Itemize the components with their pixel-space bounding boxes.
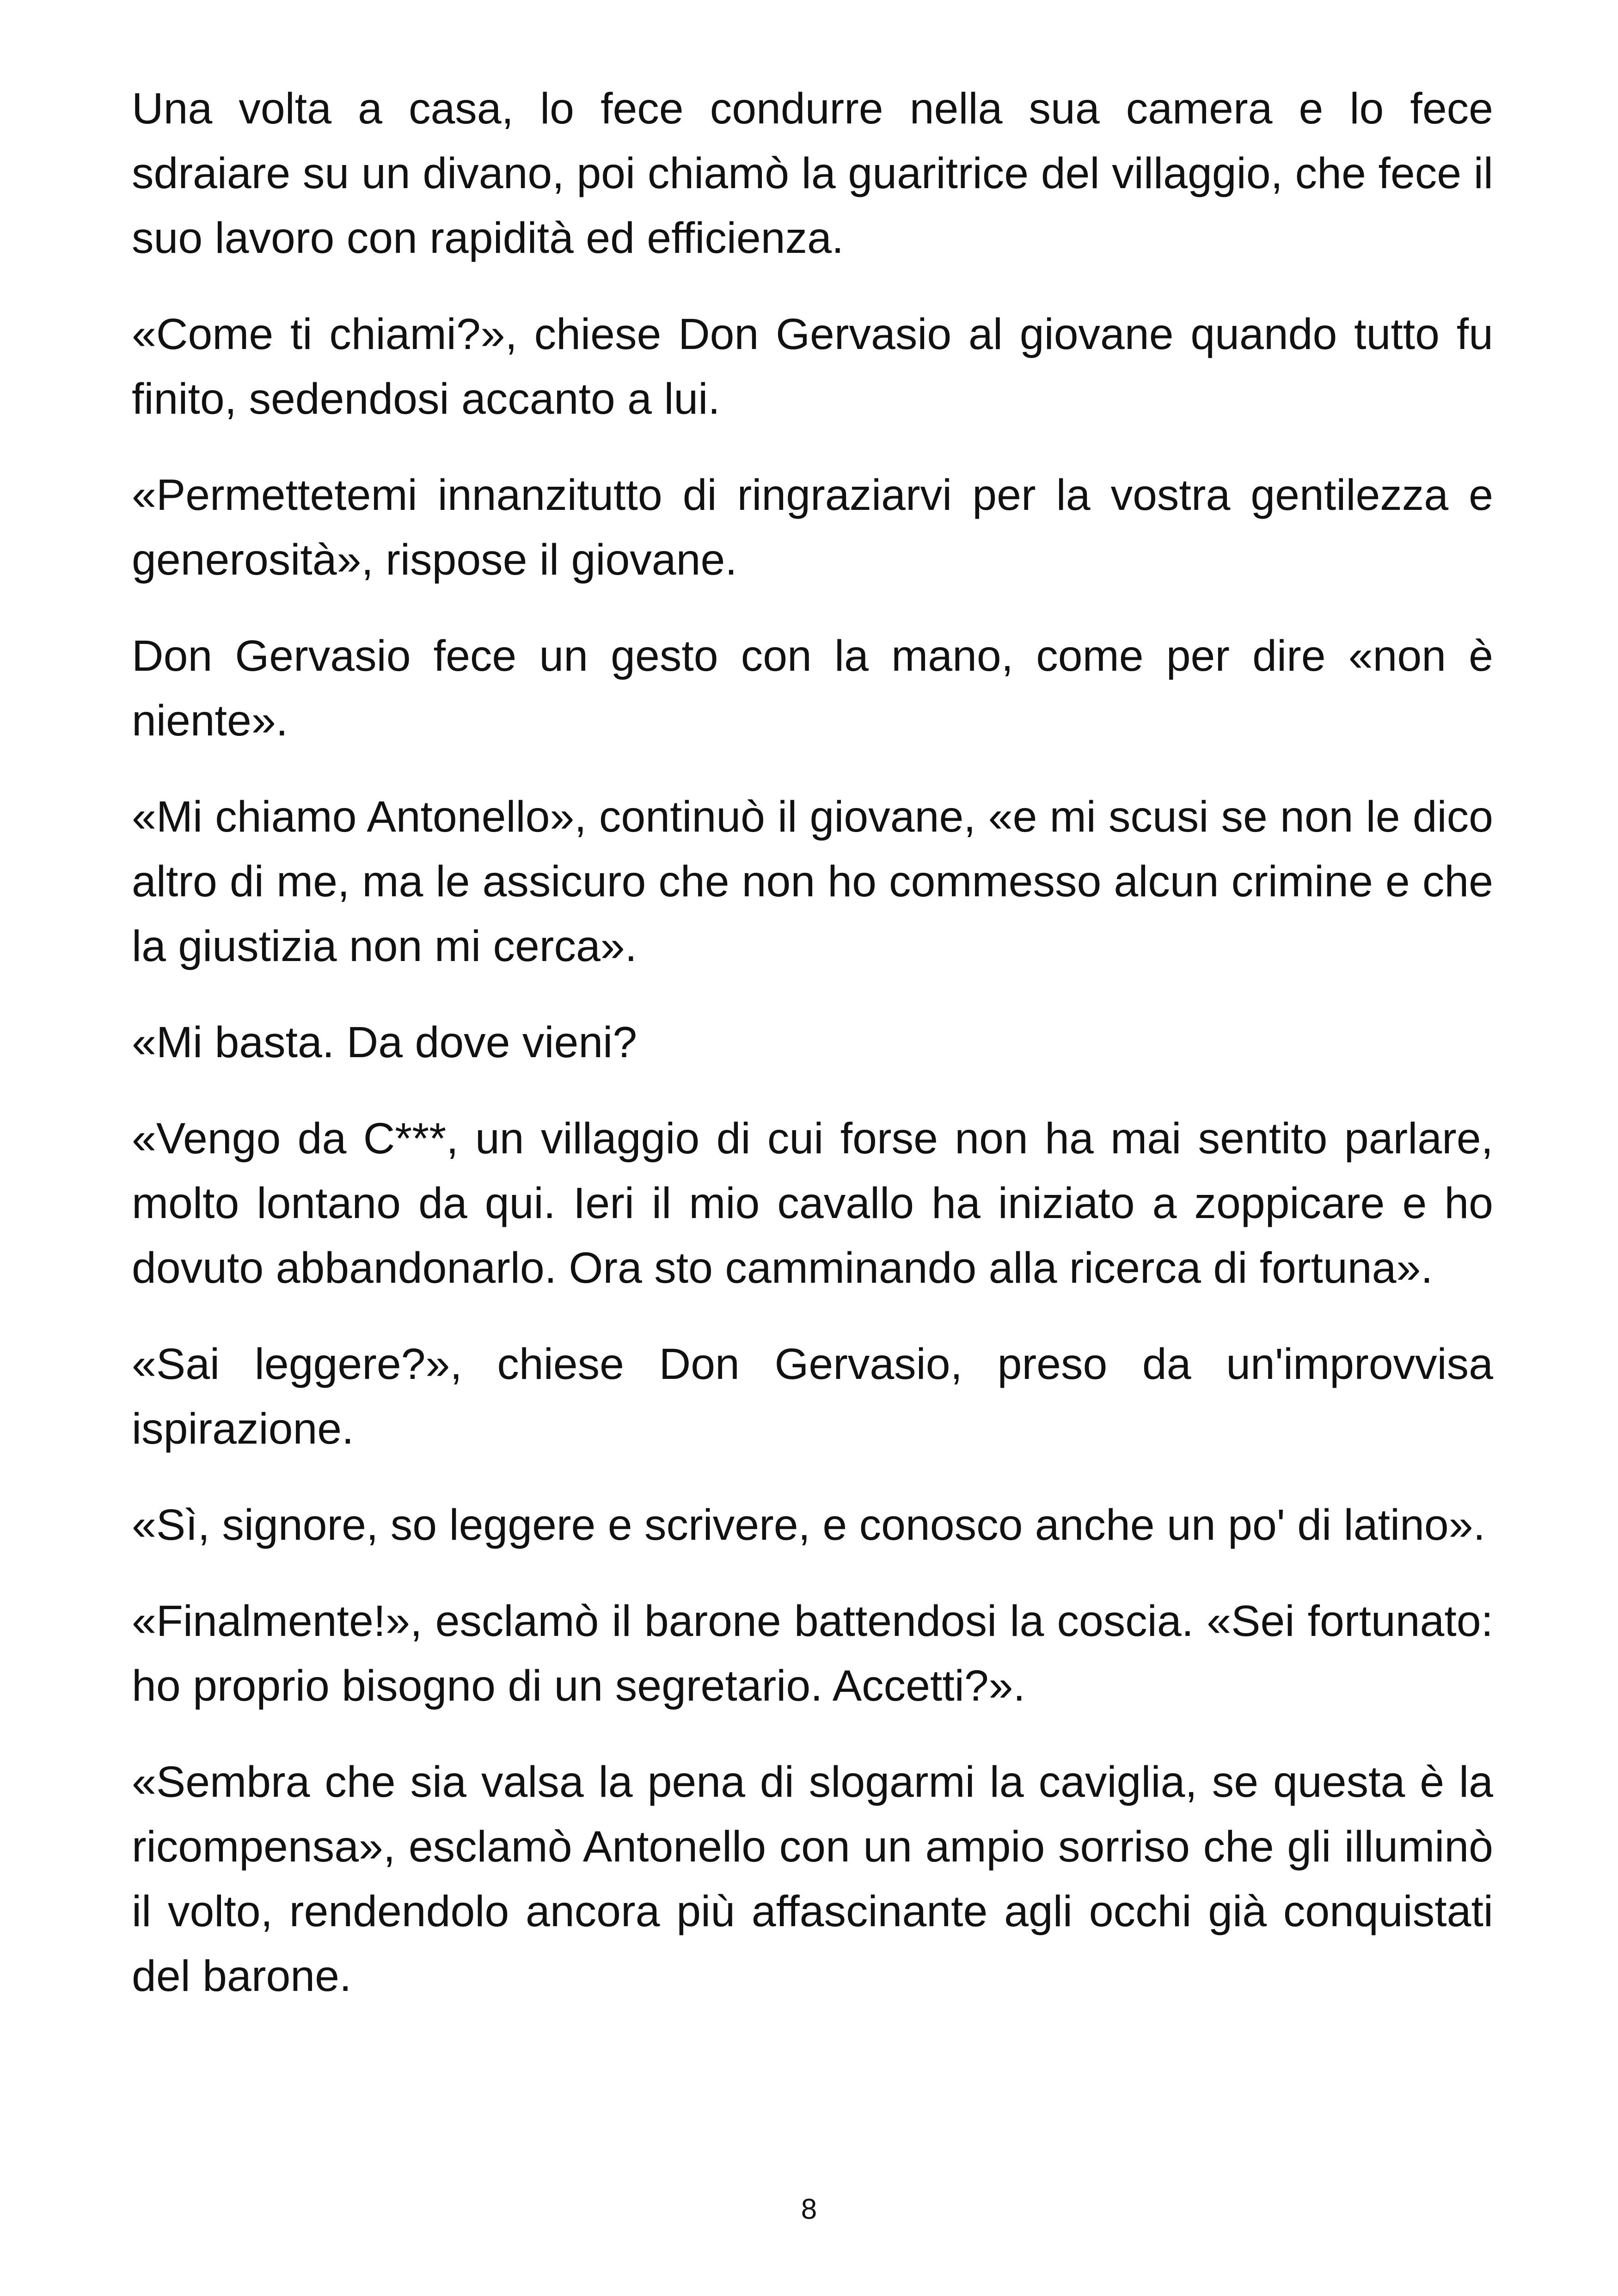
paragraph: «Sai leggere?», chiese Don Gervasio, preso da un'improvvisa ispirazione. — [132, 1340, 1493, 1453]
paragraph: «Permettetemi innanzitutto di ringraziarvi per la vostra gentilezza e generosità», rispose il giovane. — [132, 471, 1493, 584]
page-number: 8 — [801, 2193, 817, 2225]
paragraph: «Mi chiamo Antonello», continuò il giovane, «e mi scusi se non le dico altro di me, ma le assicuro che non ho commesso alcun crimine e che la giustizia non mi cerca». — [132, 792, 1493, 971]
body-text — [132, 76, 1493, 2040]
paragraph: Una volta a casa, lo fece condurre nella sua camera e lo fece sdraiare su un divano, poi chiamò la guaritrice del villaggio, che fece il suo lavoro con rapidità ed efficienza. — [132, 84, 1493, 263]
paragraph: «Sì, signore, so leggere e scrivere, e conosco anche un po' di latino». — [132, 1500, 1485, 1549]
paragraph: Don Gervasio fece un gesto con la mano, come per dire «non è niente». — [132, 631, 1493, 745]
paragraph: «Finalmente!», esclamò il barone battendosi la coscia. «Sei fortunato: ho proprio bisogno di un segretario. Accetti?». — [132, 1597, 1493, 1710]
paragraph: «Mi basta. Da dove vieni? — [132, 1018, 637, 1067]
paragraph: «Vengo da C***, un villaggio di cui forse non ha mai sentito parlare, molto lontano da qui. Ieri il mio cavallo ha iniziato a zoppicare e ho dovuto abbandonarlo. Ora sto camminando alla ricerca di fortuna». — [132, 1114, 1493, 1292]
paragraph: «Come ti chiami?», chiese Don Gervasio al giovane quando tutto fu finito, sedendosi accanto a lui. — [132, 310, 1493, 423]
paragraph: «Sembra che sia valsa la pena di slogarmi la caviglia, se questa è la ricompensa», esclamò Antonello con un ampio sorriso che gli illuminò il volto, rendendolo ancora più affascinante agli occhi già conquistati del barone. — [132, 1757, 1493, 2001]
